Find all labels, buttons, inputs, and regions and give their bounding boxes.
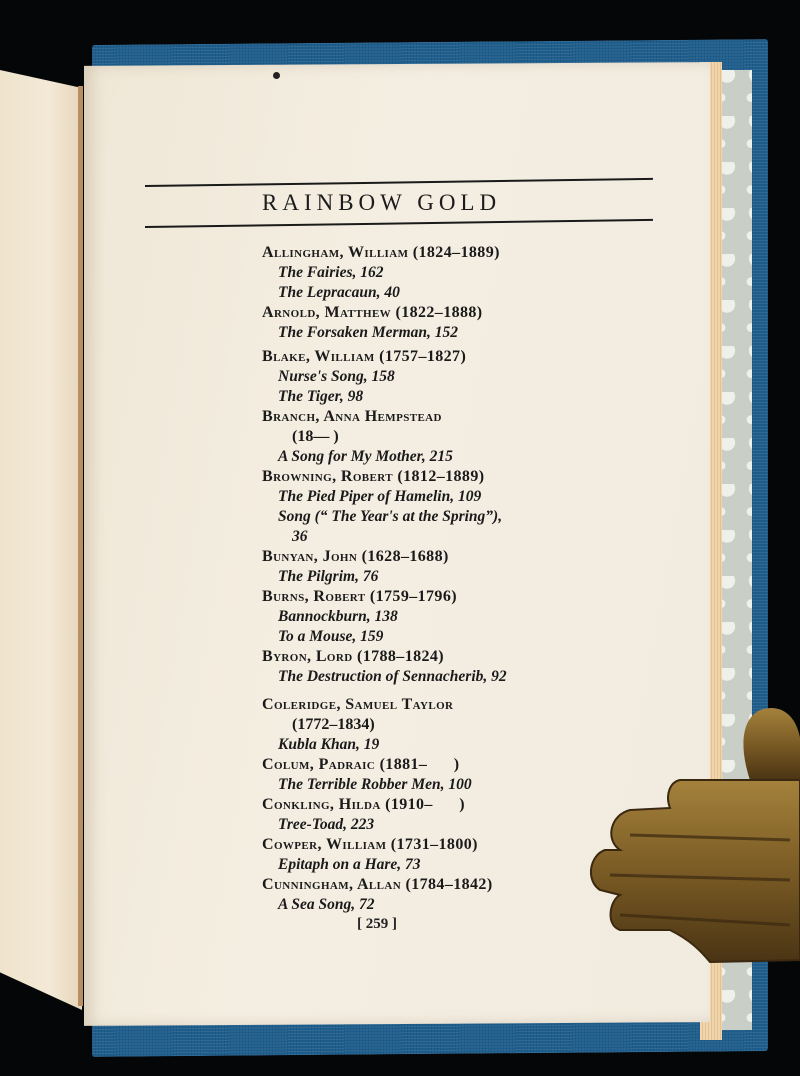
poem-title: Bannockburn, 138 [278, 608, 398, 625]
author-name: Cowper, William (1731–1800) [262, 836, 478, 853]
author-name: Byron, Lord (1788–1824) [262, 648, 445, 665]
author-name: Allingham, William (1824–1889) [262, 244, 500, 261]
left-page [0, 70, 82, 1010]
poem-title: To a Mouse, 159 [278, 628, 384, 645]
index-entry [262, 407, 562, 467]
author-name: Arnold, Matthew (1822–1888) [262, 304, 483, 321]
paper-speck [273, 72, 280, 79]
author-name: Colum, Padraic (1881– ) [262, 756, 460, 773]
brass-hand-bookmark-icon [590, 700, 800, 1000]
author-name: Cunningham, Allan (1784–1842) [262, 876, 493, 893]
poem-title: Nurse's Song, 158 [278, 368, 395, 385]
author-name: Bunyan, John (1628–1688) [262, 548, 449, 565]
poem-title: The Forsaken Merman, 152 [278, 324, 458, 341]
index-entry [262, 303, 562, 343]
poem-page: 36 [292, 528, 308, 545]
poem-title: The Destruction of Sennacherib, 92 [278, 668, 507, 685]
poem-title: Kubla Khan, 19 [278, 736, 380, 753]
index-entry [262, 587, 562, 647]
poem-title: The Fairies, 162 [278, 264, 384, 281]
poem-title: The Tiger, 98 [278, 388, 364, 405]
poem-title: Song (“ The Year's at the Spring”), [278, 508, 503, 525]
poem-title: A Song for My Mother, 215 [278, 448, 453, 465]
poem-title: A Sea Song, 72 [278, 896, 375, 913]
running-head: RAINBOW GOLD [262, 190, 502, 215]
index-entry [262, 755, 562, 795]
author-name: Conkling, Hilda (1910– ) [262, 796, 465, 813]
index-entry [262, 243, 562, 303]
poem-title: The Lepracaun, 40 [278, 284, 400, 301]
index-entry [262, 647, 562, 687]
book-gutter [78, 86, 83, 1006]
poem-title: The Pied Piper of Hamelin, 109 [278, 488, 482, 505]
index-entry [262, 547, 562, 587]
author-index [262, 243, 562, 915]
poem-title: The Pilgrim, 76 [278, 568, 379, 585]
index-entry [262, 695, 562, 755]
poem-title: Epitaph on a Hare, 73 [278, 856, 421, 873]
poem-title: Tree-Toad, 223 [278, 816, 375, 833]
author-name: Branch, Anna Hempstead [262, 408, 442, 425]
index-entry [262, 795, 562, 835]
poem-title: The Terrible Robber Men, 100 [278, 776, 472, 793]
author-name: Browning, Robert (1812–1889) [262, 468, 485, 485]
index-entry [262, 875, 562, 915]
author-dates: (18— ) [292, 428, 339, 445]
author-name: Blake, William (1757–1827) [262, 348, 467, 365]
author-name: Coleridge, Samuel Taylor [262, 696, 454, 713]
index-entry [262, 467, 562, 547]
author-name: Burns, Robert (1759–1796) [262, 588, 457, 605]
page-number: [ 259 ] [357, 916, 397, 932]
index-entry [262, 835, 562, 875]
index-entry [262, 347, 562, 407]
author-dates: (1772–1834) [292, 716, 375, 733]
